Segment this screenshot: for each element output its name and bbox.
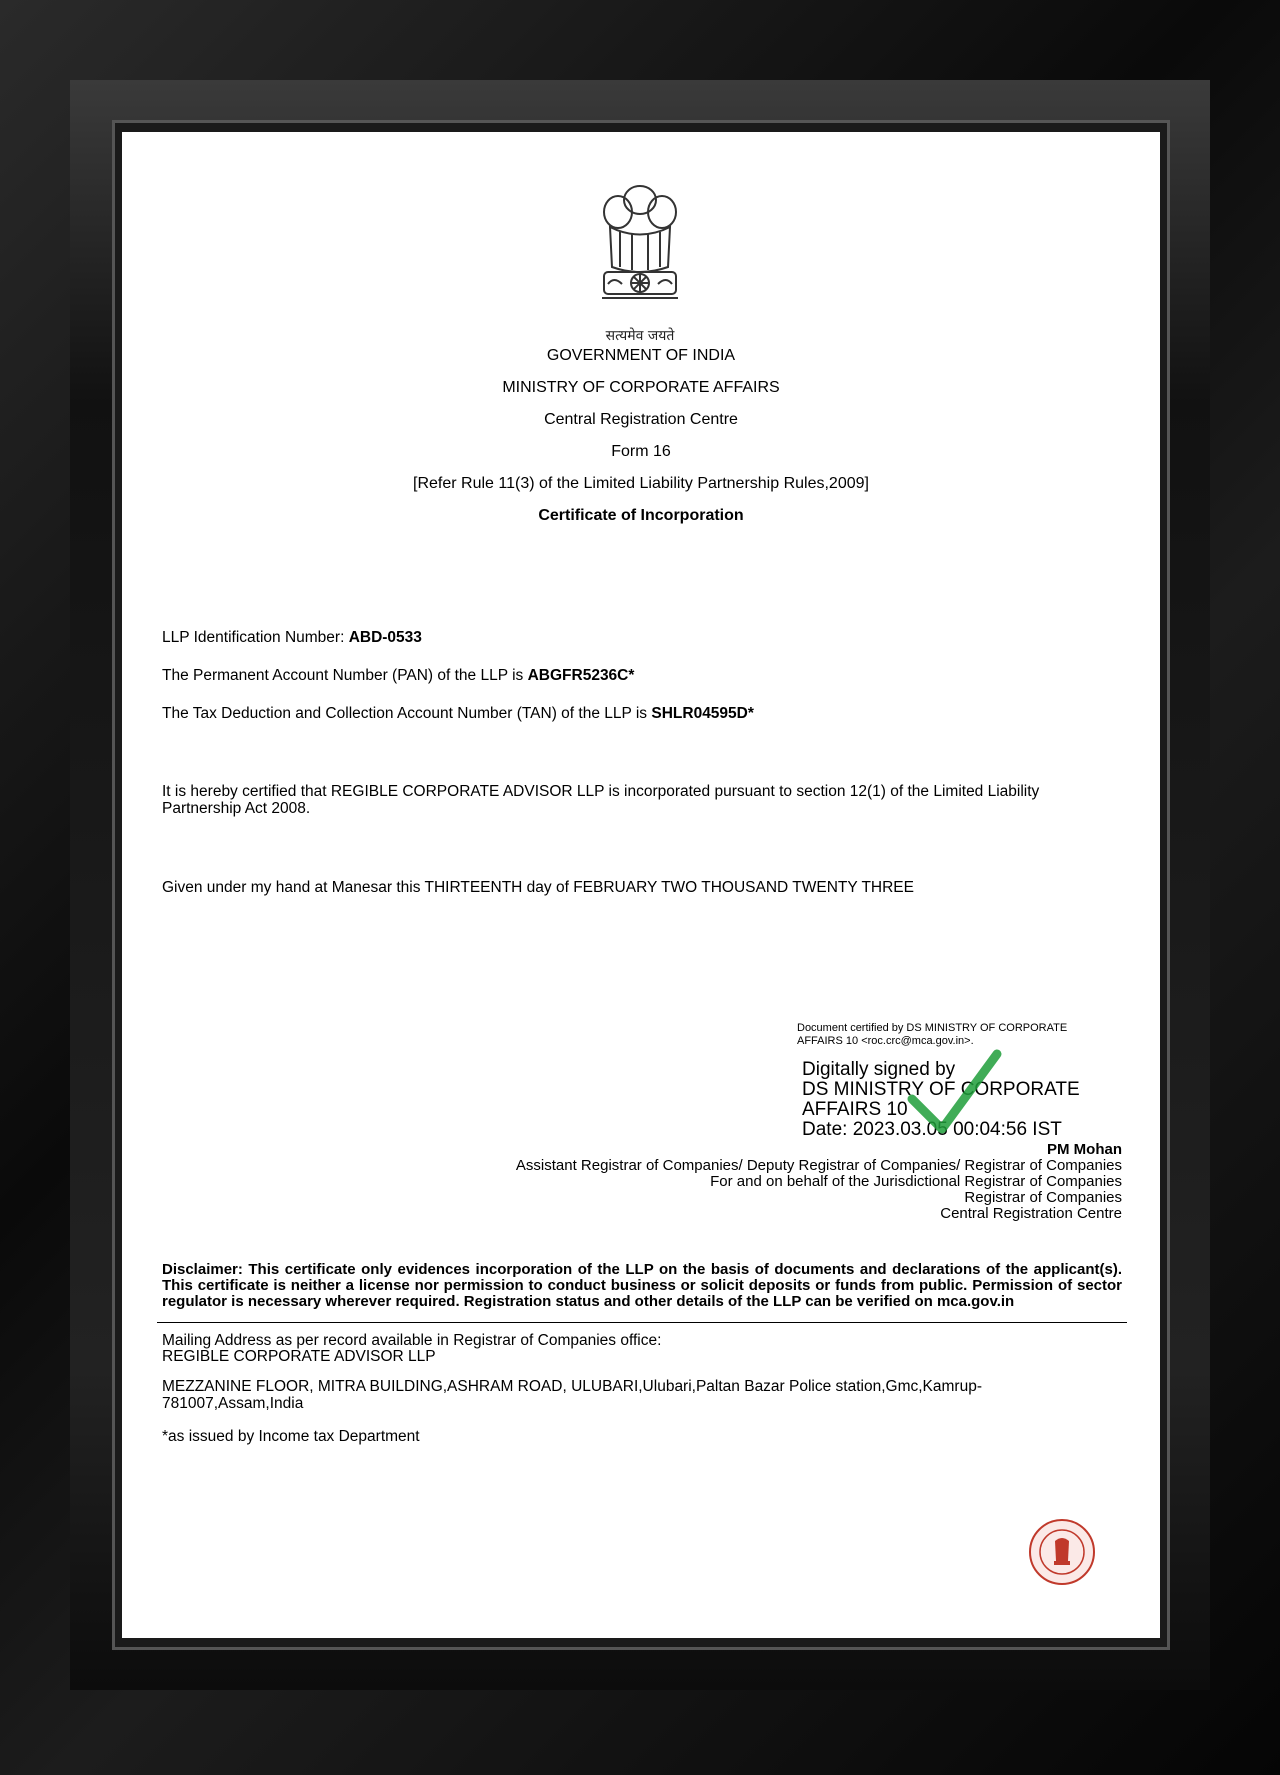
- given-under-hand: Given under my hand at Manesar this THIRTEENTH day of FEBRUARY TWO THOUSAND TWENTY THREE: [162, 879, 914, 896]
- pan-value: ABGFR5236C*: [527, 667, 635, 684]
- document-certified-note: Document certified by DS MINISTRY OF CORPORATE AFFAIRS 10 <roc.crc@mca.gov.in>.: [797, 1022, 1068, 1047]
- llpin-label: LLP Identification Number:: [162, 629, 345, 646]
- divider: [157, 1322, 1127, 1323]
- registrar-office: Registrar of Companies: [964, 1189, 1122, 1206]
- registrar-name: PM Mohan: [1047, 1141, 1122, 1158]
- pan-label: The Permanent Account Number (PAN) of the LLP is: [162, 667, 524, 684]
- mailing-address-label: Mailing Address as per record available in Registrar of Companies office:: [162, 1332, 662, 1349]
- registrar-role: Assistant Registrar of Companies/ Deputy Registrar of Companies/ Registrar of Companies: [515, 1157, 1122, 1174]
- tan-label: The Tax Deduction and Collection Account Number (TAN) of the LLP is: [162, 705, 648, 722]
- pan-row: [162, 667, 634, 685]
- header-rule-reference: [Refer Rule 11(3) of the Limited Liability Partnership Rules,2009]: [413, 475, 869, 492]
- tan-row: [162, 705, 754, 723]
- certificate-title: Certificate of Incorporation: [538, 507, 744, 524]
- registrar-centre: Central Registration Centre: [940, 1205, 1122, 1222]
- header-form: Form 16: [611, 443, 671, 460]
- llpin-row: [162, 629, 422, 647]
- certification-text: It is hereby certified that REGIBLE CORPORATE ADVISOR LLP is incorporated pursuant to section 12(1) of the Limited Liability Partnership Act 2008.: [162, 783, 1040, 817]
- emblem-motto: सत्यमेव जयते: [605, 328, 675, 344]
- signature-line-1: Digitally signed by: [802, 1059, 956, 1080]
- llpin-value: ABD-0533: [348, 629, 422, 646]
- signature-date: Date: 2023.03.05 00:04:56 IST: [802, 1119, 1062, 1140]
- disclaimer-text: Disclaimer: This certificate only evidences incorporation of the LLP on the basis of documents and declarations of the applicant(s). This certificate is neither a license nor permission to conduct business or solicit deposits or funds from public. Permission of sector regulator is necessary wherever required. Registration status and other details of the LLP can be verified on mca.gov.in: [162, 1261, 1122, 1310]
- mailing-address: MEZZANINE FLOOR, MITRA BUILDING,ASHRAM ROAD, ULUBARI,Ulubari,Paltan Bazar Police station,Gmc,Kamrup-781007,Assam,India: [162, 1378, 982, 1412]
- header-government: GOVERNMENT OF INDIA: [546, 347, 736, 364]
- national-emblem-icon: [590, 172, 690, 322]
- certificate-paper: [122, 132, 1160, 1638]
- mailing-llp-name: REGIBLE CORPORATE ADVISOR LLP: [162, 1348, 436, 1365]
- pan-tan-footnote: *as issued by Income tax Department: [162, 1428, 420, 1445]
- mca-seal-icon: [1027, 1517, 1097, 1587]
- signature-line-2: DS MINISTRY OF CORPORATE: [802, 1079, 1080, 1100]
- registrar-behalf: For and on behalf of the Jurisdictional Registrar of Companies: [710, 1173, 1122, 1190]
- header-ministry: MINISTRY OF CORPORATE AFFAIRS: [502, 379, 780, 396]
- signature-valid-check-icon: [897, 1044, 1007, 1144]
- header-centre: Central Registration Centre: [544, 411, 738, 428]
- signature-line-3: AFFAIRS 10: [802, 1099, 908, 1120]
- tan-value: SHLR04595D*: [651, 705, 754, 722]
